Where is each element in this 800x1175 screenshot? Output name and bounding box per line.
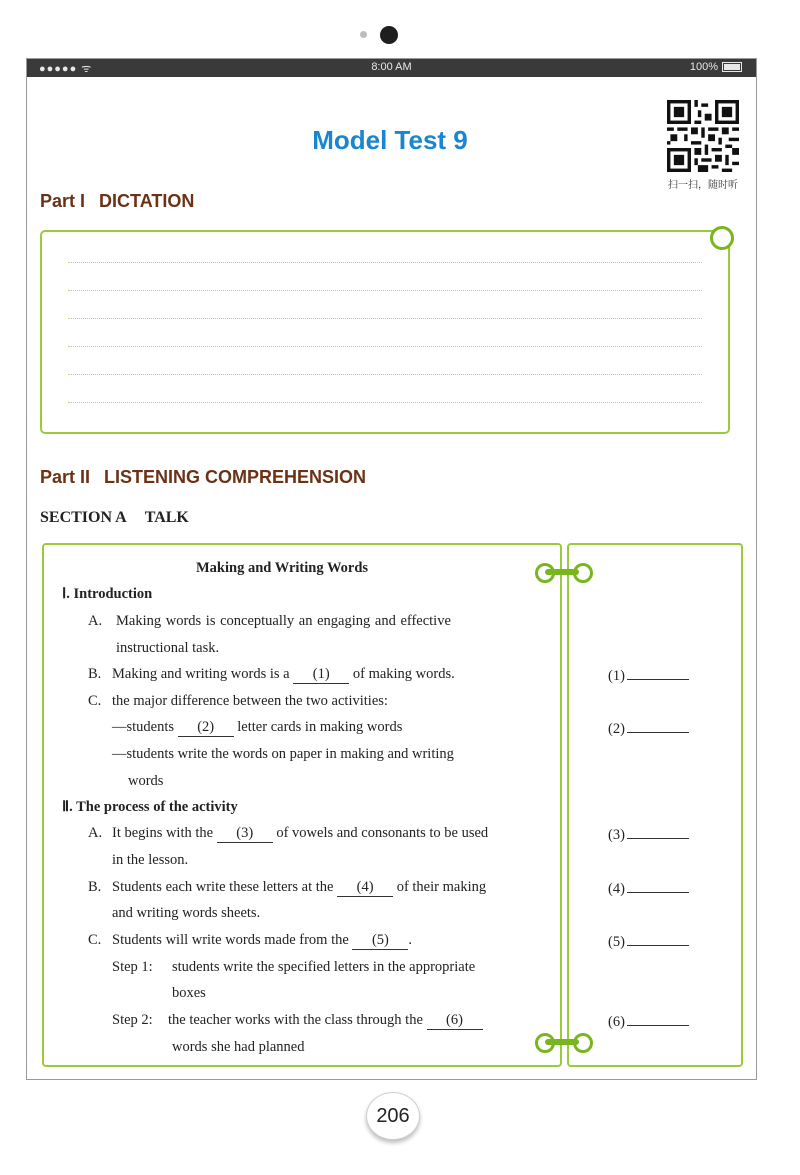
page-number: 206 <box>366 1092 420 1140</box>
item-label: B. <box>88 879 102 895</box>
section-number: SECTION A <box>40 509 127 526</box>
answer-line-3[interactable] <box>608 824 689 844</box>
note-text-segment: of their making <box>396 879 487 895</box>
battery-status <box>690 61 742 73</box>
note-text-segment: Making and writing words is a <box>112 666 290 682</box>
note-text-segment: Students each write these letters at the <box>112 879 334 895</box>
dictation-line <box>68 346 702 347</box>
dictation-line <box>68 290 702 291</box>
part1-number: Part I <box>40 191 86 211</box>
note-text: instructional task. <box>116 640 220 656</box>
status-bar <box>27 59 756 77</box>
answer-label: (4) <box>608 881 625 897</box>
note-text-segment: It begins with the <box>112 825 214 841</box>
blank-5[interactable]: (5) <box>352 931 408 950</box>
answer-line-4[interactable] <box>608 878 689 898</box>
answer-label: (1) <box>608 668 625 684</box>
dictation-line <box>68 318 702 319</box>
dictation-line <box>68 402 702 403</box>
status-time: 8:00 AM <box>371 61 412 73</box>
note-text: in the lesson. <box>112 852 189 868</box>
note-text: students write the specified letters in the appropriate <box>172 959 476 975</box>
note-text: words she had planned <box>172 1039 305 1055</box>
note-text: —students write the words on paper in making and writing <box>112 746 454 762</box>
battery-icon <box>722 62 742 72</box>
qr-caption: 扫一扫，随时听 <box>668 180 738 191</box>
answer-label: (6) <box>608 1014 625 1030</box>
talk-title: Making and Writing Words <box>196 560 369 576</box>
note-text-segment: of vowels and consonants to be used <box>276 825 489 841</box>
note-text <box>112 718 402 737</box>
page-indicator <box>358 24 408 46</box>
note-text: boxes <box>172 985 206 1001</box>
battery-percent: 100% <box>689 61 718 73</box>
part2-heading <box>40 467 366 488</box>
binder-connector <box>545 1039 579 1045</box>
answer-underline <box>627 878 689 893</box>
note-text <box>112 878 486 897</box>
binder-ring-icon <box>710 226 734 250</box>
note-text <box>112 665 455 684</box>
answer-underline <box>627 1011 689 1026</box>
section-1-heading: Ⅰ. Introduction <box>62 586 153 602</box>
blank-4[interactable]: (4) <box>337 878 393 897</box>
blank-2[interactable]: (2) <box>178 718 234 737</box>
note-text: the major difference between the two activities: <box>112 693 388 709</box>
item-label: A. <box>88 613 103 629</box>
dictation-box[interactable] <box>40 230 730 434</box>
answer-label: (3) <box>608 827 625 843</box>
binder-connector <box>545 569 579 575</box>
page-dot-active[interactable] <box>380 26 398 44</box>
note-text-segment: of making words. <box>352 666 455 682</box>
part2-name: LISTENING COMPREHENSION <box>104 467 367 487</box>
note-text-segment: . <box>408 932 413 948</box>
part1-name: DICTATION <box>99 191 195 211</box>
answer-line-6[interactable] <box>608 1011 689 1031</box>
item-label: C. <box>88 932 102 948</box>
item-label: C. <box>88 693 102 709</box>
note-text <box>112 931 412 950</box>
item-label: A. <box>88 825 103 841</box>
note-text <box>168 1011 483 1030</box>
part2-number: Part II <box>40 467 91 487</box>
note-text-segment: the teacher works with the class through the <box>168 1012 423 1028</box>
step-label: Step 1: <box>112 959 153 975</box>
answer-label: (2) <box>608 721 625 737</box>
answer-label: (5) <box>608 934 625 950</box>
answer-underline <box>627 824 689 839</box>
section-heading <box>40 509 189 527</box>
answer-line-2[interactable] <box>608 718 689 738</box>
note-text <box>112 824 488 843</box>
blank-6[interactable]: (6) <box>427 1011 483 1030</box>
answer-underline <box>627 665 689 680</box>
note-text-segment: letter cards in making words <box>237 719 403 735</box>
answer-box <box>567 543 743 1067</box>
section-2-heading: Ⅱ. The process of the activity <box>62 799 238 815</box>
answer-underline <box>627 718 689 733</box>
dictation-line <box>68 262 702 263</box>
note-text-segment: —students <box>112 719 175 735</box>
part1-heading <box>40 191 194 212</box>
note-text: words <box>128 773 164 789</box>
answer-underline <box>627 931 689 946</box>
note-text: Making words is conceptually an engaging and effective <box>116 613 451 629</box>
signal-wifi-icon: ●●●●● ᯤ <box>39 63 93 75</box>
blank-1[interactable]: (1) <box>293 665 349 684</box>
page-title: Model Test 9 <box>312 125 468 155</box>
blank-3[interactable]: (3) <box>217 824 273 843</box>
step-label: Step 2: <box>112 1012 153 1028</box>
dictation-line <box>68 374 702 375</box>
note-text: and writing words sheets. <box>112 905 261 921</box>
answer-line-1[interactable] <box>608 665 689 685</box>
page-dot-inactive[interactable] <box>360 31 367 38</box>
qr-code-icon[interactable] <box>667 100 739 172</box>
section-name: TALK <box>144 509 189 526</box>
answer-line-5[interactable] <box>608 931 689 951</box>
item-label: B. <box>88 666 102 682</box>
note-text-segment: Students will write words made from the <box>112 932 349 948</box>
